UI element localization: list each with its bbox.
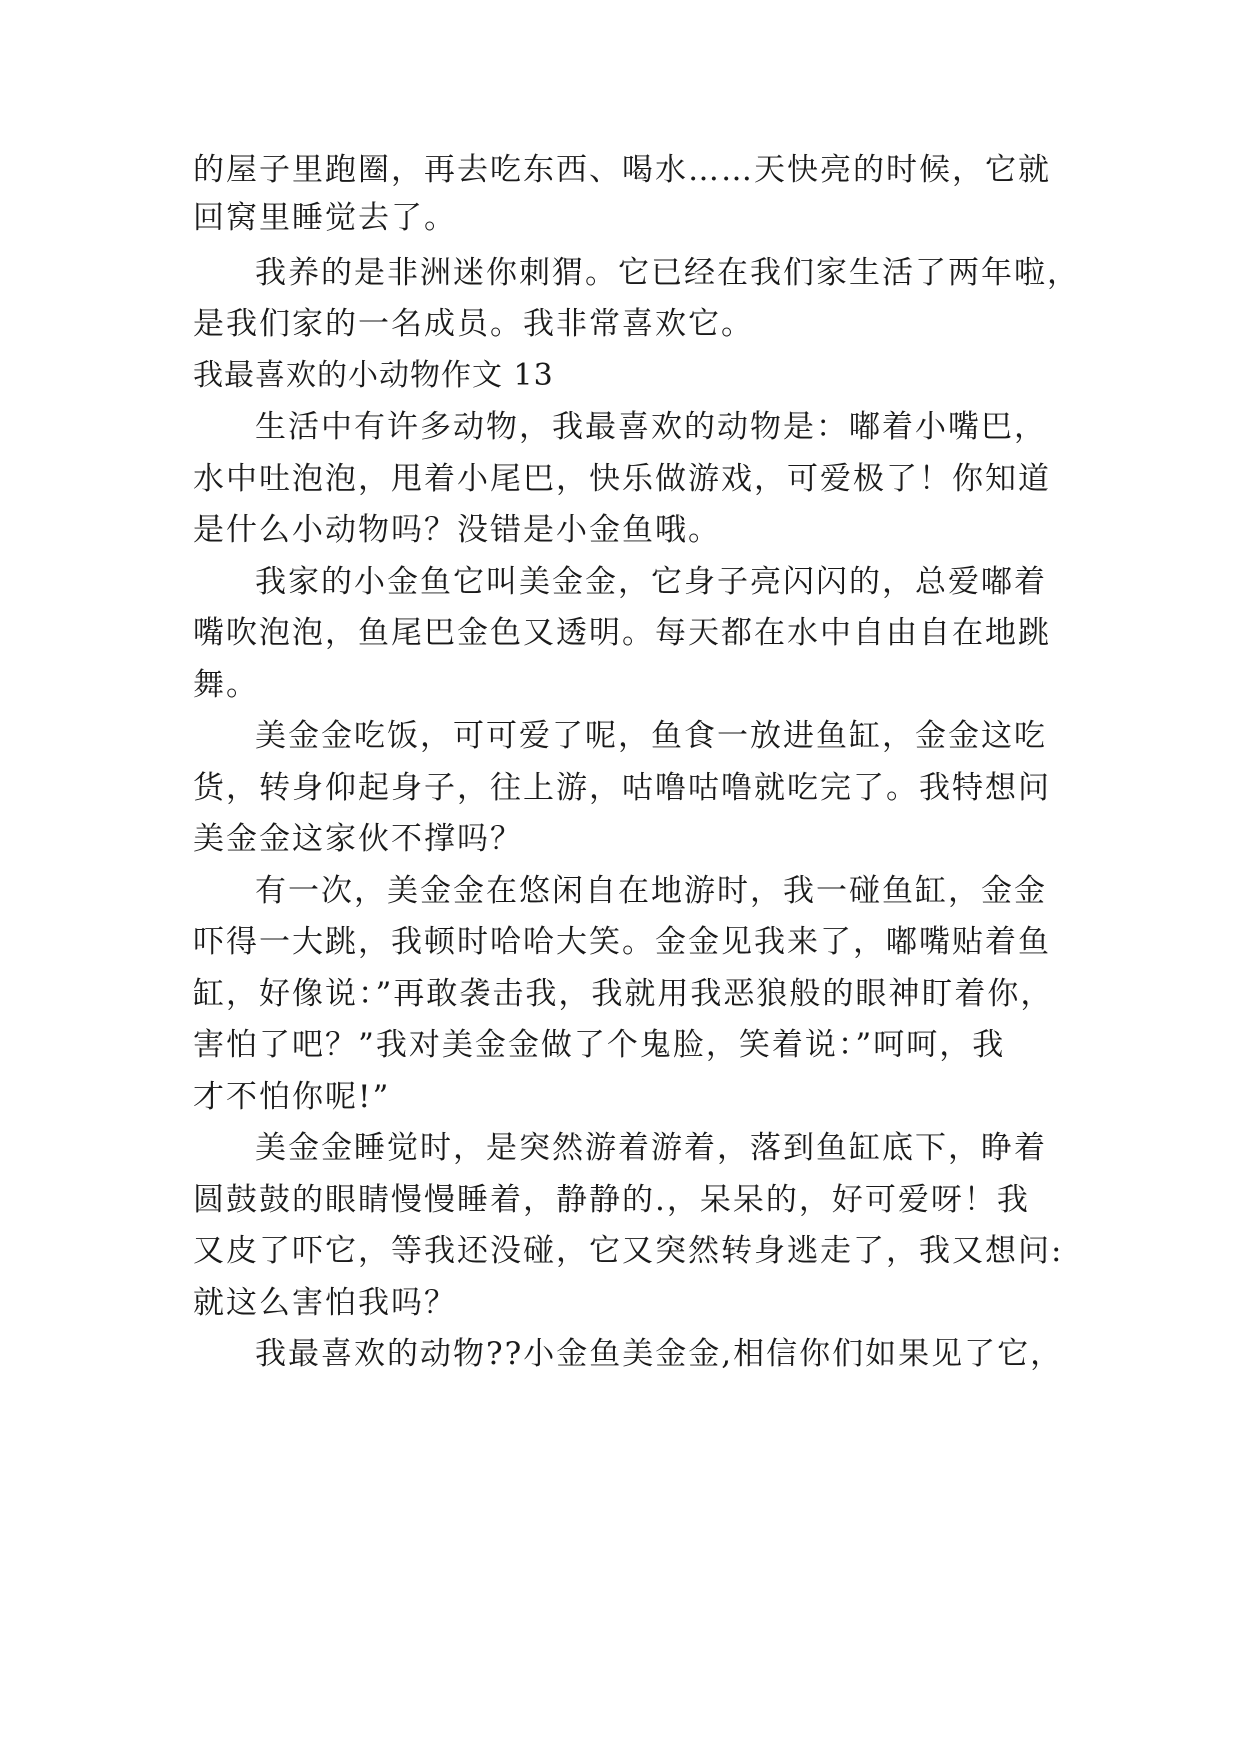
text-line: 是我们家的一名成员。我非常喜欢它。 — [193, 306, 754, 342]
text-line: 是什么小动物吗？没错是小金鱼哦。 — [193, 512, 721, 548]
text-line: 货，转身仰起身子，往上游，咕噜咕噜就吃完了。我特想问 — [193, 770, 1051, 806]
paragraph-line: 美金金睡觉时，是突然游着游着，落到鱼缸底下，睁着 — [255, 1130, 1047, 1166]
text-line: 回窝里睡觉去了。 — [193, 200, 457, 236]
text-line: 美金金这家伙不撑吗？ — [193, 821, 523, 857]
text-line: 舞。 — [193, 667, 259, 703]
text-line: 嘴吹泡泡，鱼尾巴金色又透明。每天都在水中自由自在地跳 — [193, 615, 1051, 651]
text-line: 又皮了吓它，等我还没碰，它又突然转身逃走了，我又想问: — [193, 1233, 1064, 1269]
paragraph-line: 有一次，美金金在悠闲自在地游时，我一碰鱼缸，金金 — [255, 873, 1047, 909]
text-line: 的屋子里跑圈，再去吃东西、喝水……天快亮的时候，它就 — [193, 152, 1051, 188]
text-line: 水中吐泡泡，甩着小尾巴，快乐做游戏，可爱极了！你知道 — [193, 461, 1051, 497]
text-line: 害怕了吧？”我对美金金做了个鬼脸，笑着说：”呵呵，我 — [193, 1027, 1006, 1063]
text-line: 才不怕你呢!” — [193, 1079, 391, 1115]
section-heading: 我最喜欢的小动物作文 13 — [193, 358, 554, 393]
paragraph-line: 我家的小金鱼它叫美金金，它身子亮闪闪的，总爱嘟着 — [255, 564, 1047, 600]
paragraph-line: 生活中有许多动物，我最喜欢的动物是：嘟着小嘴巴， — [255, 409, 1047, 445]
text-line: 吓得一大跳，我顿时哈哈大笑。金金见我来了，嘟嘴贴着鱼 — [193, 924, 1051, 960]
text-line: 就这么害怕我吗？ — [193, 1285, 457, 1321]
paragraph-line: 我养的是非洲迷你刺猬。它已经在我们家生活了两年啦， — [255, 255, 1080, 291]
paragraph-line: 美金金吃饭，可可爱了呢，鱼食一放进鱼缸，金金这吃 — [255, 718, 1047, 754]
paragraph-line: 我最喜欢的动物??小金鱼美金金,相信你们如果见了它， — [255, 1336, 1064, 1372]
text-line: 圆鼓鼓的眼睛慢慢睡着，静静的.，呆呆的，好可爱呀！我 — [193, 1182, 1030, 1218]
text-line: 缸，好像说：”再敢袭击我，我就用我恶狼般的眼神盯着你， — [193, 976, 1054, 1012]
